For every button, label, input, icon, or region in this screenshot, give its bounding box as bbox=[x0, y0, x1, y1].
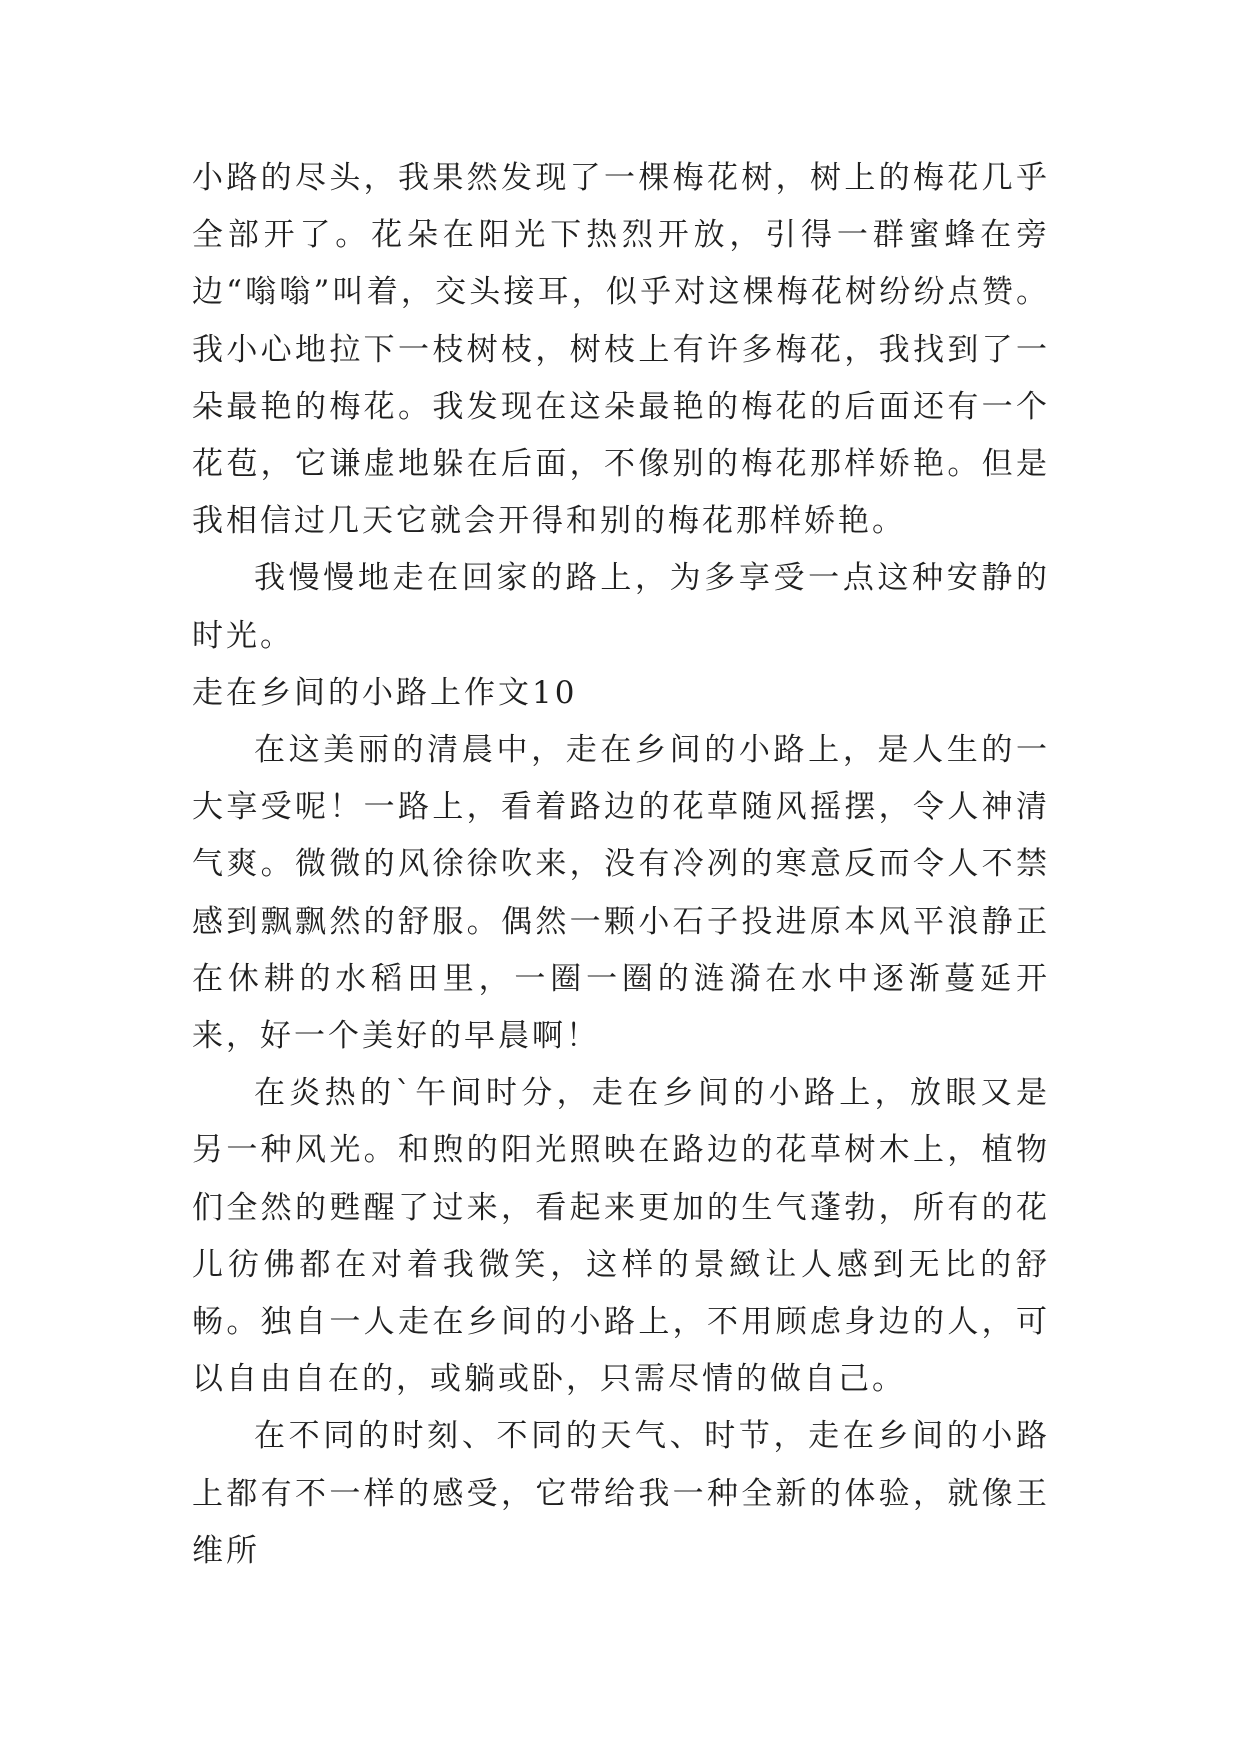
paragraph-morning: 在这美丽的清晨中，走在乡间的小路上，是人生的一大享受呢！一路上，看着路边的花草随风摇摆，令人神清气爽。微微的风徐徐吹来，没有冷冽的寒意反而令人不禁感到飘飘然的舒服。偶然一颗小石子投进原本风平浪静正在休耕的水稻田里，一圈一圈的涟漪在水中逐渐蔓延开来，好一个美好的早晨啊！ bbox=[192, 732, 1050, 1055]
essay-heading: 走在乡间的小路上作文10 bbox=[192, 674, 578, 711]
paragraph-noon: 在炎热的`午间时分，走在乡间的小路上，放眼又是另一种风光。和煦的阳光照映在路边的花草树木上，植物们全然的甦醒了过来，看起来更加的生气蓬勃，所有的花儿彷佛都在对着我微笑，这样的景緻让人感到无比的舒畅。独自一人走在乡间的小路上，不用顾虑身边的人，可以自由自在的，或躺或卧，只需尽情的做自己。 bbox=[192, 1075, 1050, 1398]
paragraph-different-times: 在不同的时刻、不同的天气、时节，走在乡间的小路上都有不一样的感受，它带给我一种全新的体验，就像王维所 bbox=[192, 1418, 1050, 1569]
paragraph-walk-home: 我慢慢地走在回家的路上，为多享受一点这种安静的时光。 bbox=[192, 560, 1050, 654]
document-body bbox=[192, 150, 1050, 1580]
paragraph-plum-blossom-ending: 小路的尽头，我果然发现了一棵梅花树，树上的梅花几乎全部开了。花朵在阳光下热烈开放，引得一群蜜蜂在旁边“嗡嗡”叫着，交头接耳，似乎对这棵梅花树纷纷点赞。我小心地拉下一枝树枝，树枝上有许多梅花，我找到了一朵最艳的梅花。我发现在这朵最艳的梅花的后面还有一个花苞，它谦虚地躲在后面，不像别的梅花那样娇艳。但是我相信过几天它就会开得和别的梅花那样娇艳。 bbox=[192, 160, 1050, 540]
